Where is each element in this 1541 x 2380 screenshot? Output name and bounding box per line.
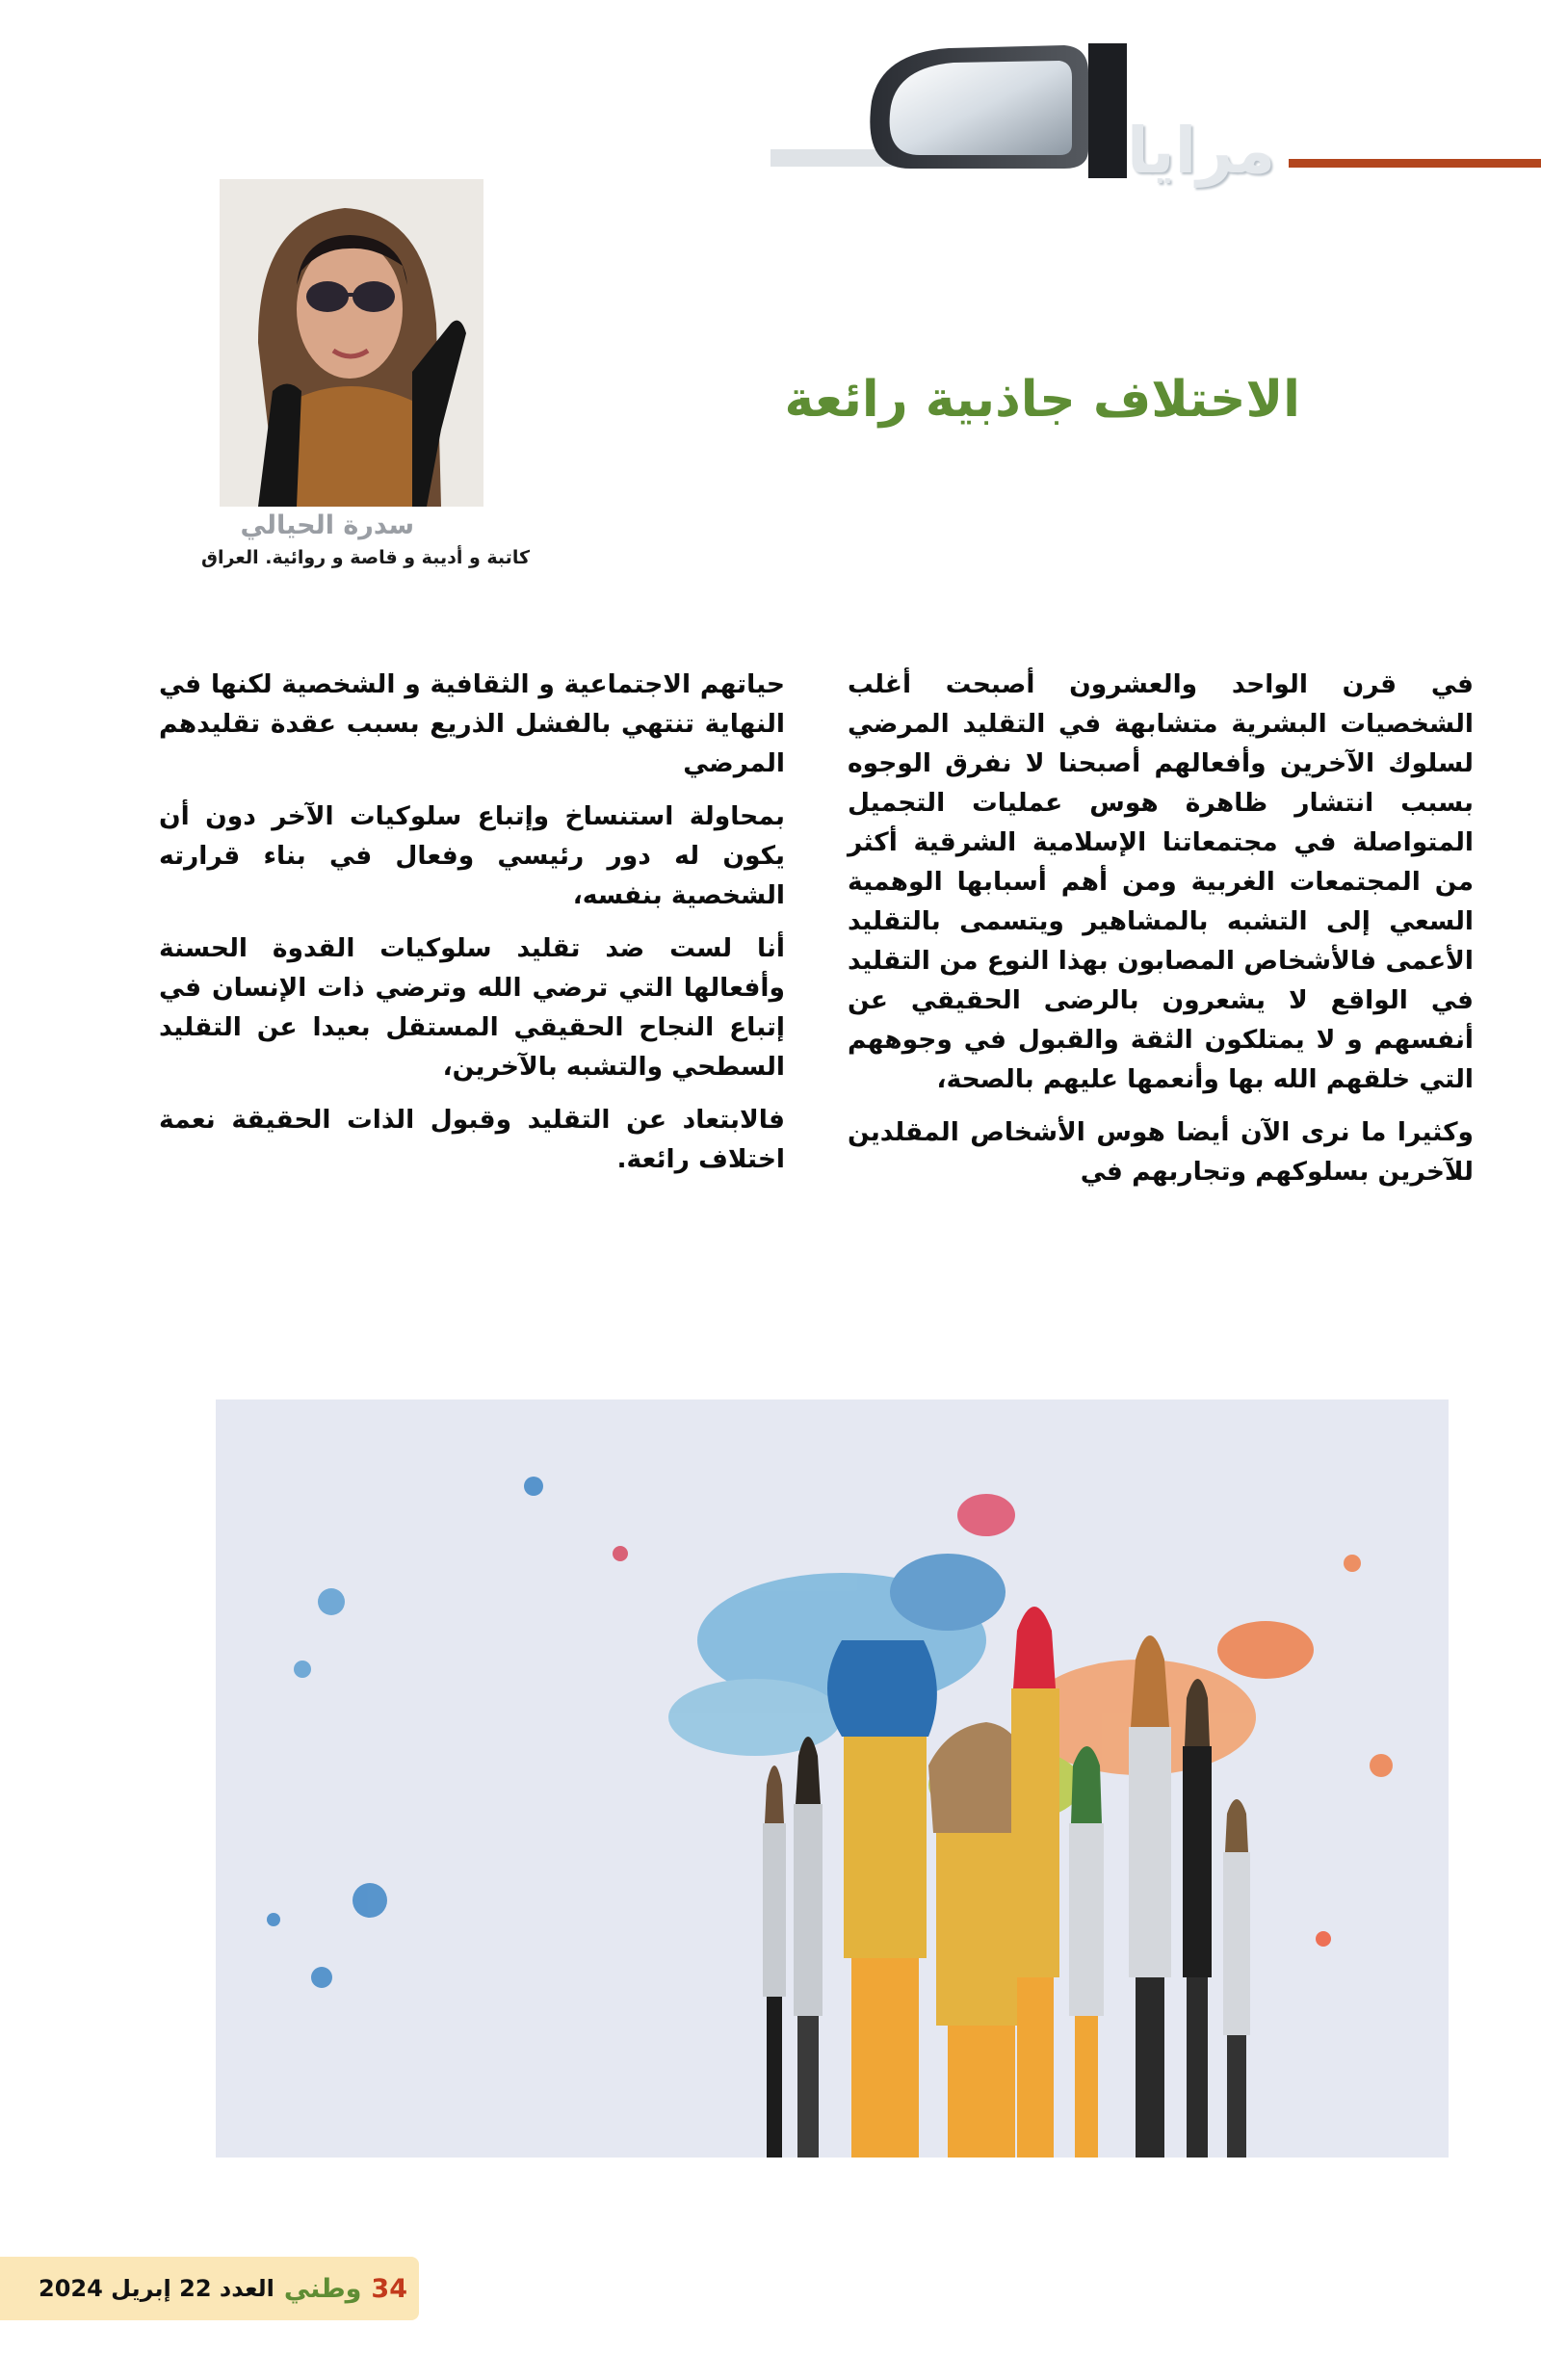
paint-brushes-illustration [216, 1399, 1449, 2158]
paragraph: أنا لست ضد تقليد سلوكيات القدوة الحسنة وأفعالها التي ترضي الله وترضي ذات الإنسان في إتباع النجاح الحقيقي المستقل بعيدا عن التقليد السطحي والتشبه بالآخرين، [159, 933, 785, 1082]
author-bio: كاتبة و أديبة و قاصة و روائية. العراق [200, 547, 530, 568]
paragraph: وكثيرا ما نرى الآن أيضا هوس الأشخاص المقلدين للآخرين بسلوكهم وتجاربهم في [848, 1117, 1474, 1187]
section-title: مرايا [1127, 114, 1276, 188]
footer-bar [0, 2257, 419, 2320]
author-photo [220, 179, 483, 507]
page-number: 34 [371, 2273, 407, 2304]
header-rule [1289, 159, 1541, 168]
footer-magazine-name: وطني [283, 2273, 362, 2304]
paint-brushes-icon [216, 1399, 1449, 2158]
author-name: سدرة الحيالي [240, 510, 414, 540]
paragraph: بمحاولة استنساخ وإتباع سلوكيات الآخر دون أن يكون له دور رئيسي وفعال في بناء قرارته الشخصية بنفسه، [159, 801, 785, 910]
paragraph: فالابتعاد عن التقليد وقبول الذات الحقيقة نعمة اختلاف رائعة. [159, 1105, 785, 1174]
paragraph: في قرن الواحد والعشرون أصبحت أغلب الشخصيات البشرية متشابهة في التقليد المرضي لسلوك الآخرين وأفعالهم أصبحنا لا نفرق الوجوه بسبب انتشار ظاهرة هوس عمليات التجميل المتواصلة في مجتمعاتنا الإسلامية الشرقية أكثر من المجتمعات الغربية ومن أهم أسبابها الوهمية السعي إلى التشبه بالمشاهير ويتسمى بالتقليد الأعمى فالأشخاص المصابون بهذا النوع من التقليد في الواقع لا يشعرون بالرضى الحقيقي عن أنفسهم و لا يمتلكون الثقة والقبول في وجوههم التي خلقهم الله بها وأنعمها عليهم بالصحة، [848, 669, 1474, 1094]
article-title: الاختلاف جاذبية رائعة [784, 371, 1300, 429]
article-column-left [159, 665, 785, 1192]
paragraph: حياتهم الاجتماعية و الثقافية و الشخصية لكنها في النهاية تنتهي بالفشل الذريع بسبب عقدة تقليدهم المرضي [159, 669, 785, 778]
footer-issue: العدد 22 إبريل 2024 [39, 2275, 274, 2302]
article-column-right [848, 665, 1474, 1205]
